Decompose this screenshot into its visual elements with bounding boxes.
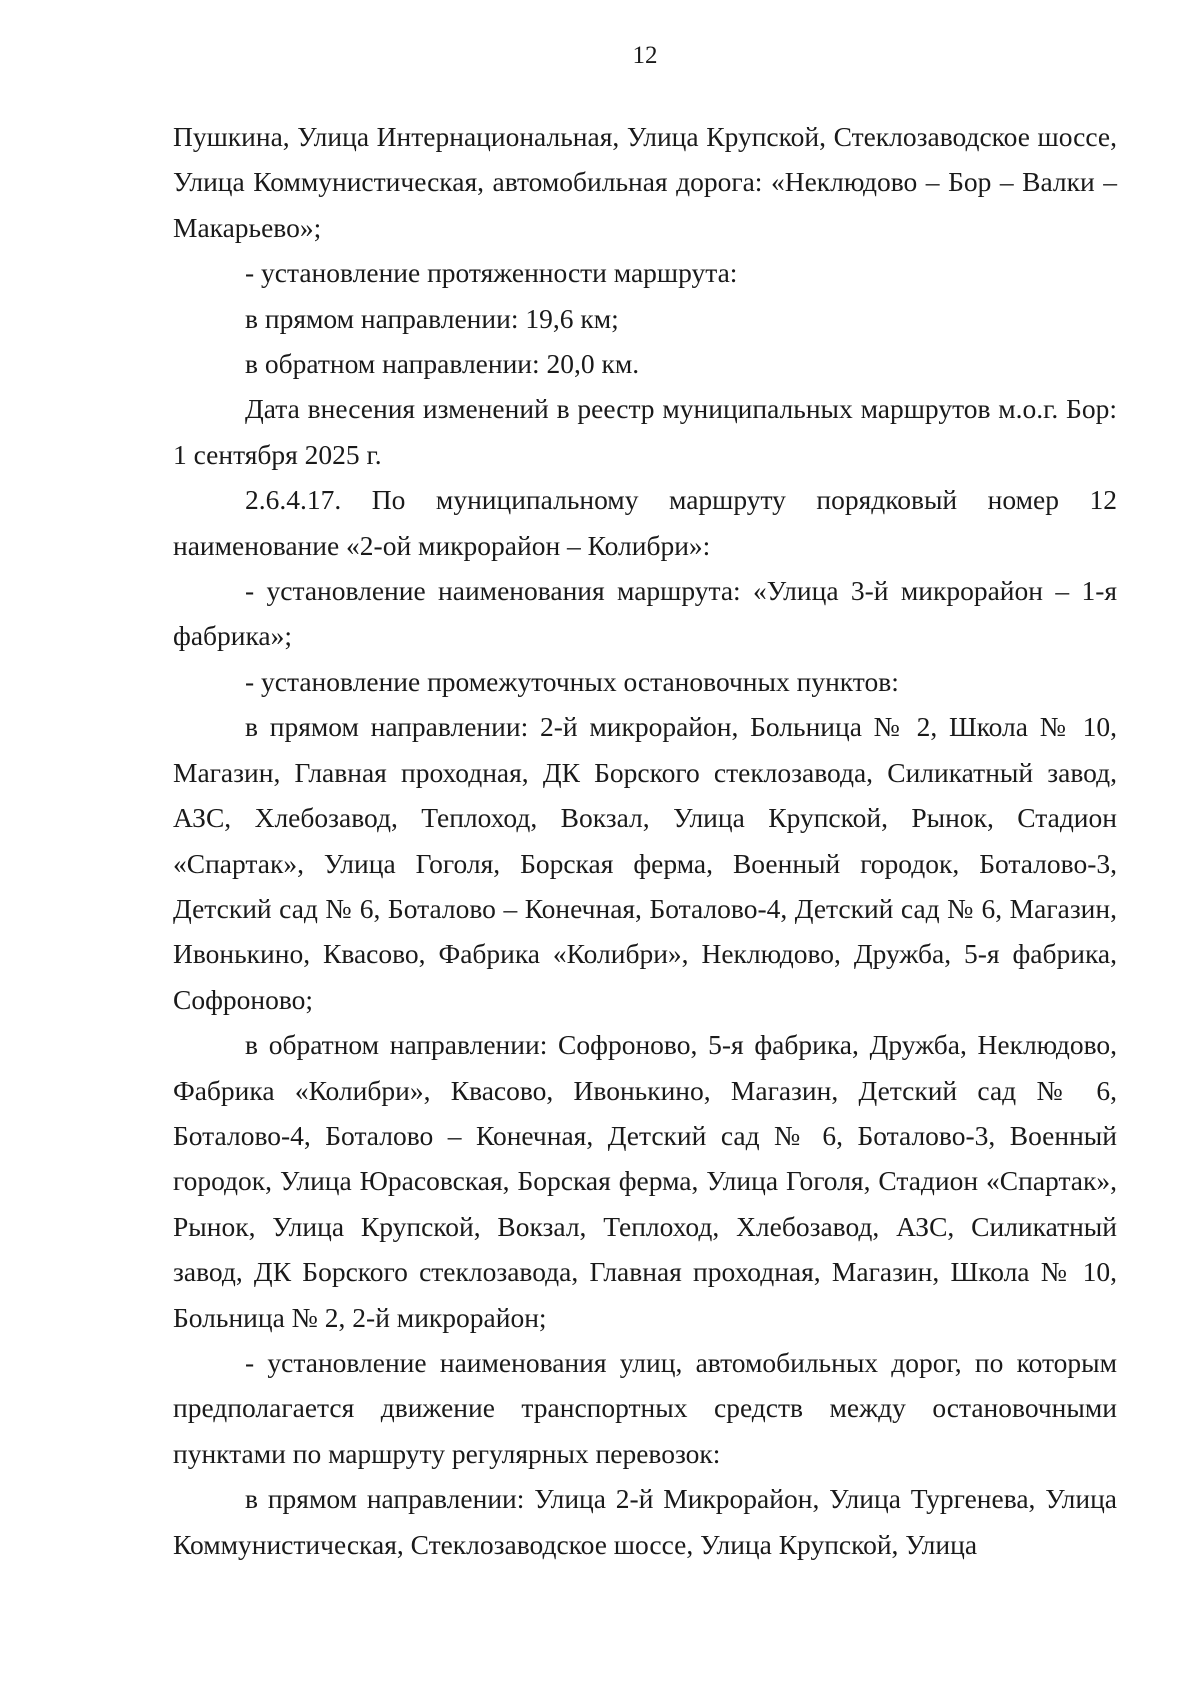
paragraph-reverse-stops: в обратном направлении: Софроново, 5-я фабрика, Дружба, Неклюдово, Фабрика «Колибри», Квасово, Ивонькино, Магазин, Детский сад № 6, Боталово-4, Боталово – Конечная, Детский сад № 6, Боталово-3, Военный городок, Улица Юрасовская, Борская ферма, Улица Гоголя, Стадион «Спартак», Рынок, Улица Крупской, Вокзал, Теплоход, Хлебозавод, АЗС, Силикатный завод, ДК Борского стеклозавода, Главная проходная, Магазин, Школа № 10, Больница № 2, 2-й микрорайон;	[173, 1029, 1117, 1333]
paragraph-registry-date: Дата внесения изменений в реестр муниципальных маршрутов м.о.г. Бор: 1 сентября 2025 г.	[173, 393, 1117, 470]
paragraph-streets-heading: - установление наименования улиц, автомобильных дорог, по которым предполагается движение транспортных средств между остановочными пунктами по маршруту регулярных перевозок:	[173, 1346, 1117, 1469]
paragraph-route-12-heading: 2.6.4.17. По муниципальному маршруту порядковый номер 12 наименование «2-ой микрорайон – Колибри»:	[173, 484, 1117, 561]
document-body	[173, 114, 1117, 1567]
paragraph-stops-heading: - установление промежуточных остановочных пунктов:	[245, 665, 899, 697]
paragraph-route-length-heading: - установление протяженности маршрута:	[245, 257, 738, 289]
paragraph-forward-streets: в прямом направлении: Улица 2-й Микрорайон, Улица Тургенева, Улица Коммунистическая, Стеклозаводское шоссе, Улица Крупской, Улица	[173, 1483, 1117, 1560]
paragraph-forward-length: в прямом направлении: 19,6 км;	[245, 302, 619, 334]
paragraph-continuation-streets: Пушкина, Улица Интернациональная, Улица Крупской, Стеклозаводское шоссе, Улица Коммунистическая, автомобильная дорога: «Неклюдово – Бор – Валки – Макарьево»;	[173, 121, 1117, 243]
paragraph-reverse-length: в обратном направлении: 20,0 км.	[245, 348, 640, 380]
paragraph-forward-stops: в прямом направлении: 2-й микрорайон, Больница № 2, Школа № 10, Магазин, Главная проходная, ДК Борского стеклозавода, Силикатный завод, АЗС, Хлебозавод, Теплоход, Вокзал, Улица Крупской, Рынок, Стадион «Спартак», Улица Гоголя, Борская ферма, Военный городок, Боталово-3, Детский сад № 6, Боталово – Конечная, Боталово-4, Детский сад № 6, Магазин, Ивонькино, Квасово, Фабрика «Колибри», Неклюдово, Дружба, 5-я фабрика, Софроново;	[173, 711, 1117, 1015]
paragraph-route-name: - установление наименования маршрута: «Улица 3-й микрорайон – 1-я фабрика»;	[173, 575, 1117, 652]
page-number: 12	[632, 42, 658, 69]
